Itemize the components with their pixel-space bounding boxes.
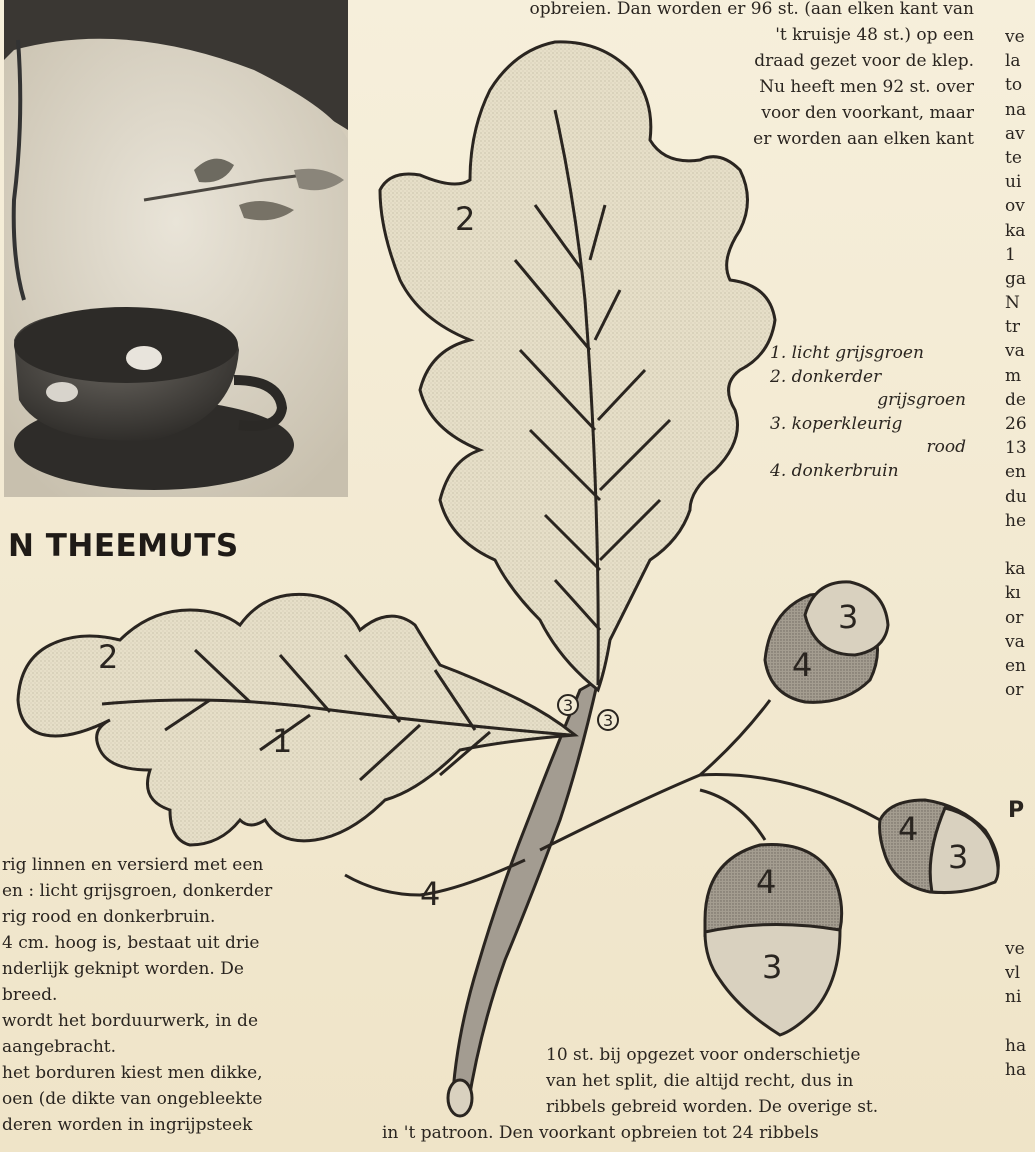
body-line: Nu heeft men 92 st. over [759,77,974,97]
body-line: wordt het borduurwerk, in de [2,1011,259,1031]
label-stem: 4 [420,875,441,913]
body-line: 4 cm. hoog is, bestaat uit drie [2,933,260,953]
label-acorn-top-cap: 4 [792,646,813,684]
body-line: er worden aan elken kant [753,129,974,149]
body-line: tr [1005,317,1020,338]
legend-item: 1. licht grijsgroen [770,343,924,363]
body-text-bottom-left [2,852,347,1138]
body-line: or [1005,680,1024,701]
body-line: he [1005,510,1027,531]
body-line: ka [1005,559,1026,580]
body-line-bottom: in 't patroon. Den voorkant opbreien tot 24 ribbels [382,1123,819,1143]
body-line: ni [1005,987,1022,1008]
acorn-top [765,582,888,702]
label-acorn-bottom-cap: 4 [756,863,777,901]
article-heading: N THEEMUTS [8,528,239,564]
body-line: ka [1005,220,1026,241]
label-left-leaf-inner: 1 [272,722,293,760]
body-line: draad gezet voor de klep. [754,51,974,71]
body-line: N [1005,293,1020,314]
body-line: ov [1005,196,1025,217]
body-line: na [1005,99,1027,120]
legend-item-continuation: grijsgroen [877,390,966,410]
body-line: de [1005,389,1026,410]
label-acorn-right-nut: 3 [948,838,969,876]
label-junction-b: 3 [603,711,614,730]
body-line: va [1005,631,1025,652]
body-line: av [1005,123,1025,144]
body-line: to [1005,75,1023,96]
body-line: ha [1005,1059,1027,1080]
body-line: rig rood en donkerbruin. [2,907,216,927]
body-line: 13 [1005,438,1027,459]
body-line: ga [1005,268,1027,289]
body-line: van het split, die altijd recht, dus in [546,1071,854,1091]
body-line: aangebracht. [2,1037,117,1057]
label-upper-leaf: 2 [455,200,476,238]
body-line: deren worden in ingrijpsteek [2,1115,253,1135]
body-line: breed. [2,985,58,1005]
body-line: or [1005,607,1024,628]
body-line: het borduren kiest men dikke, [2,1063,263,1083]
legend-item: 4. donkerbruin [770,460,899,481]
label-acorn-bottom-nut: 3 [762,948,783,986]
legend-item: 2. donkerder [770,366,882,387]
legend-item-continuation: rood [926,437,966,457]
body-line: en : licht grijsgroen, donkerder [2,881,273,901]
legend-item: 3. koperkleurig [770,413,903,434]
body-line: en [1005,462,1027,483]
body-line: ve [1005,939,1025,959]
body-line: du [1005,486,1027,507]
body-line: voor den voorkant, maar [761,103,974,123]
label-left-leaf-outer: 2 [98,638,119,676]
upper-oak-leaf [380,42,775,690]
color-legend [770,342,970,483]
label-junction-a: 3 [563,696,574,715]
body-line: ha [1005,1035,1027,1056]
body-line: la [1005,51,1021,72]
body-line: va [1005,341,1025,362]
body-line: ve [1005,27,1025,47]
body-text-bottom-right [546,1042,974,1120]
body-line: 10 st. bij opgezet voor onderschietje [546,1045,861,1065]
body-line: 26 [1005,414,1027,434]
left-oak-leaf [18,594,575,845]
body-line: m [1005,365,1022,386]
body-line: 't kruisje 48 st.) op een [775,25,974,45]
body-line: te [1005,147,1022,168]
body-line: rig linnen en versierd met een [2,855,264,875]
body-line: 1 [1005,244,1016,265]
body-line: opbreien. Dan worden er 96 st. (aan elken kant van [529,0,974,19]
body-line: oen (de dikte van ongebleekte [2,1089,263,1109]
stem-end [448,1080,472,1116]
body-line: kı [1005,583,1021,604]
label-acorn-right-cap: 4 [898,810,919,848]
section-letter: P [1008,798,1025,823]
body-line: nderlijk geknipt worden. De [2,959,244,979]
body-line: ribbels gebreid worden. De overige st. [546,1097,879,1117]
body-line: vl [1005,963,1021,984]
body-line: en [1005,655,1027,676]
label-acorn-top-nut: 3 [838,598,859,636]
body-line: ui [1005,172,1022,193]
